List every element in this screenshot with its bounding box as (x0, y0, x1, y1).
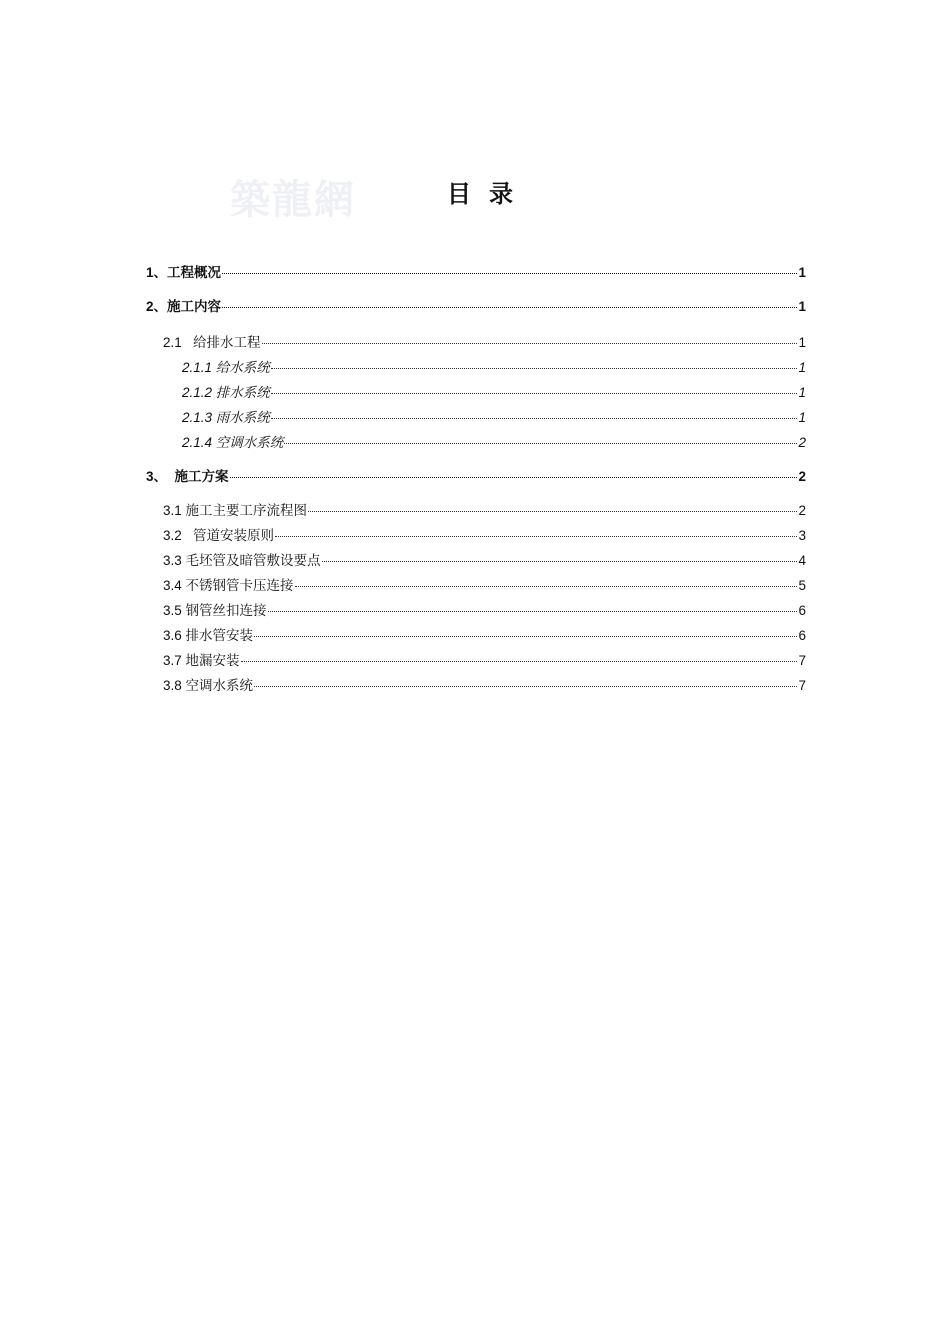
toc-entry-number: 3、 (146, 469, 168, 484)
toc-page-number: 1 (798, 360, 806, 375)
toc-dot-leader (295, 576, 798, 587)
toc-entry-label (146, 296, 221, 318)
toc-page-number: 1 (798, 385, 806, 400)
toc-entry[interactable] (182, 357, 806, 379)
toc-entry-label (163, 600, 267, 622)
toc-dot-leader (322, 551, 798, 562)
toc-dot-leader (254, 626, 797, 637)
toc-entry[interactable] (163, 525, 806, 547)
toc-page-number: 2 (798, 469, 806, 484)
toc-entry[interactable] (182, 432, 806, 454)
toc-entry-number: 3.8 (163, 678, 182, 693)
toc-page-number: 5 (798, 578, 806, 593)
toc-entry-number: 2、 (146, 299, 168, 314)
toc-entry-text: 给排水工程 (193, 335, 261, 351)
toc-entry-label (163, 550, 321, 572)
toc-entry-label (182, 432, 283, 454)
toc-entry-number: 2.1.3 (182, 410, 213, 425)
toc-page-number: 2 (798, 503, 806, 518)
toc-entry-number: 3.1 (163, 503, 182, 518)
toc-entry-text: 施工主要工序流程图 (185, 503, 308, 519)
toc-entry-label (146, 262, 221, 284)
toc-entry-label (163, 575, 294, 597)
toc-entry-label (182, 382, 270, 404)
toc-dot-leader (271, 383, 798, 394)
toc-entry[interactable] (163, 600, 806, 622)
toc-entry-text: 不锈钢管卡压连接 (185, 578, 294, 594)
toc-entry-number: 3.6 (163, 628, 182, 643)
toc-entry-label (163, 650, 240, 672)
toc-entry-text: 地漏安装 (185, 653, 240, 669)
toc-entry[interactable] (163, 650, 806, 672)
toc-entry-number: 3.4 (163, 578, 182, 593)
toc-dot-leader (284, 433, 797, 444)
toc-entry-text: 施工方案 (174, 469, 229, 485)
toc-entry-label (182, 407, 270, 429)
toc-page-number: 6 (798, 628, 806, 643)
toc-dot-leader (230, 467, 798, 478)
toc-entry-text: 给水系统 (215, 360, 270, 376)
toc-page-number: 4 (798, 553, 806, 568)
toc-entry-number: 3.7 (163, 653, 182, 668)
toc-dot-leader (308, 501, 797, 512)
toc-page-number: 7 (798, 678, 806, 693)
toc-entry-text: 施工内容 (167, 299, 222, 315)
toc-entry-number: 2.1 (163, 335, 182, 350)
toc-page-number: 2 (798, 435, 806, 450)
toc-entry-number: 3.5 (163, 603, 182, 618)
toc-page-number: 7 (798, 653, 806, 668)
toc-entry-text: 空调水系统 (185, 678, 254, 694)
toc-entry[interactable] (146, 262, 806, 284)
toc-entry-number: 2.1.4 (182, 435, 213, 450)
toc-entry-text: 毛坯管及暗管敷设要点 (185, 553, 321, 569)
toc-entry-number: 3.2 (163, 528, 182, 543)
toc-dot-leader (262, 333, 798, 344)
toc-entry[interactable] (163, 625, 806, 647)
toc-entry-text: 钢管丝扣连接 (185, 603, 267, 619)
toc-dot-leader (271, 358, 798, 369)
toc-entry-number: 1、 (146, 265, 168, 280)
toc-entry-text: 管道安装原则 (193, 528, 275, 544)
toc-entry-text: 空调水系统 (215, 435, 284, 451)
toc-entry[interactable] (182, 407, 806, 429)
toc-page-number: 1 (798, 299, 806, 314)
toc-dot-leader (271, 408, 798, 419)
toc-dot-leader (222, 263, 797, 274)
toc-entry-text: 雨水系统 (215, 410, 270, 426)
toc-dot-leader (268, 601, 798, 612)
toc-entry-text: 排水系统 (215, 385, 270, 401)
toc-entry-label (163, 332, 261, 354)
toc-entry-text: 工程概况 (167, 265, 222, 281)
toc-dot-leader (222, 297, 797, 308)
watermark: 築龍網 (230, 176, 356, 223)
toc-entry-number: 2.1.1 (182, 360, 213, 375)
toc-page-number: 6 (798, 603, 806, 618)
toc-entry-number: 3.3 (163, 553, 182, 568)
toc-entry-label (146, 466, 229, 488)
toc-dot-leader (241, 651, 798, 662)
toc-page-number: 1 (798, 265, 806, 280)
toc-page-number: 1 (798, 410, 806, 425)
toc-entry-label (163, 525, 274, 547)
toc-entry[interactable] (163, 550, 806, 572)
toc-entry-text: 排水管安装 (185, 628, 254, 644)
toc-entry-label (163, 675, 253, 697)
toc-entry[interactable] (146, 466, 806, 488)
toc-page-number: 3 (798, 528, 806, 543)
toc-dot-leader (254, 676, 797, 687)
toc-entry-label (182, 357, 270, 379)
toc-entry[interactable] (163, 575, 806, 597)
toc-entry-label (163, 500, 307, 522)
toc-entry[interactable] (163, 675, 806, 697)
toc-entry-number: 2.1.2 (182, 385, 213, 400)
toc-entry[interactable] (163, 332, 806, 354)
toc-dot-leader (275, 526, 797, 537)
page-title: 目录 (447, 179, 531, 208)
toc-entry[interactable] (146, 296, 806, 318)
toc-page-number: 1 (798, 335, 806, 350)
toc-entry[interactable] (163, 500, 806, 522)
toc-entry-label (163, 625, 253, 647)
toc-entry[interactable] (182, 382, 806, 404)
